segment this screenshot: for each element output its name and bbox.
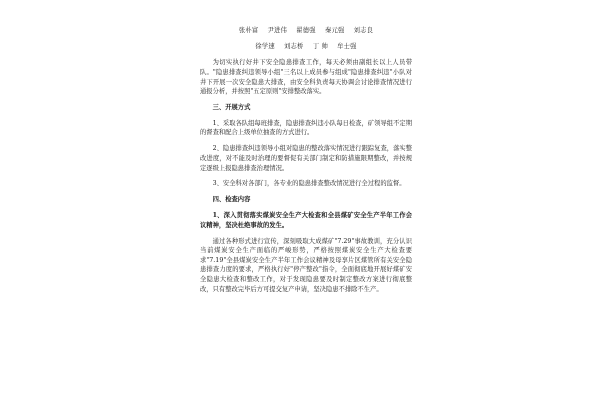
intro-paragraph: 为切实执行好井下安全隐患排查工作，每天必须由副组长以上人员带队。"隐患排查纠违领导小组"三名以上成员参与组成"隐患排查纠违"小队对井下开展一次安全隐患大排查，由安全科负责每天协调会讨论排查情况进行通报分析，并按照"五定原则"安排整改落实。 xyxy=(200,59,412,96)
member-name: 丁 帅 xyxy=(312,43,328,51)
member-name: 翟德强 xyxy=(296,27,316,34)
member-names-row-1 xyxy=(200,26,412,36)
member-name: 刘志良 xyxy=(353,27,374,34)
member-name: 徐学速 xyxy=(255,43,275,51)
member-name: 尹进伟 xyxy=(267,27,288,34)
member-names-row-2 xyxy=(200,42,412,52)
content-item-1: 1、深入贯彻落实煤炭安全生产大检查和全县煤矿安全生产半年工作会议精神，坚决杜绝事故的发生。 xyxy=(200,212,412,229)
content-item-2: 通过各种形式进行宣传，深刻吸取大成煤矿"7.29"事故教训，充分认识当前煤炭安全生产面临的严峻形势，严格按照煤炭安全生产大检查要求"7.19"全县煤炭安全生产半年工作会议精神及母享片区煤管所有关安全隐患排查力度的要求，严格执行好"停产整改"指令，全面彻底地开展好煤矿安全隐患大检查和整改工作，对于发现隐患要及时制定整改方案进行彻底整改，只有整改完毕后方可提交复产申请，坚决隐患不排除不生产。 xyxy=(200,237,412,293)
member-name: 秦元强 xyxy=(324,27,345,34)
methods-item-2: 2、隐患排查纠违领导小组对隐患的整改落实情况进行跟踪复查，落实整改进度，对不能及时治理的要督促有关部门制定和防措施限期整改，并按规定逐级上报隐患排查治理情况。 xyxy=(200,145,412,172)
document-body xyxy=(200,26,412,301)
section-heading-content: 四、检查内容 xyxy=(212,196,251,204)
methods-item-3: 3、安全科对各部门，各专业的隐患排查整改情况进行全过程的监督。 xyxy=(212,180,406,188)
member-name: 刘志桥 xyxy=(284,43,304,51)
member-name: 牟士强 xyxy=(337,43,357,51)
methods-item-1: 1、采取各队组每班排查，隐患排查纠违小队每日检查，矿领导组不定期的督查和配合上级单位抽查的方式进行。 xyxy=(200,119,412,137)
section-heading-methods: 三、开展方式 xyxy=(212,104,251,112)
member-name: 张朴富 xyxy=(238,27,259,34)
